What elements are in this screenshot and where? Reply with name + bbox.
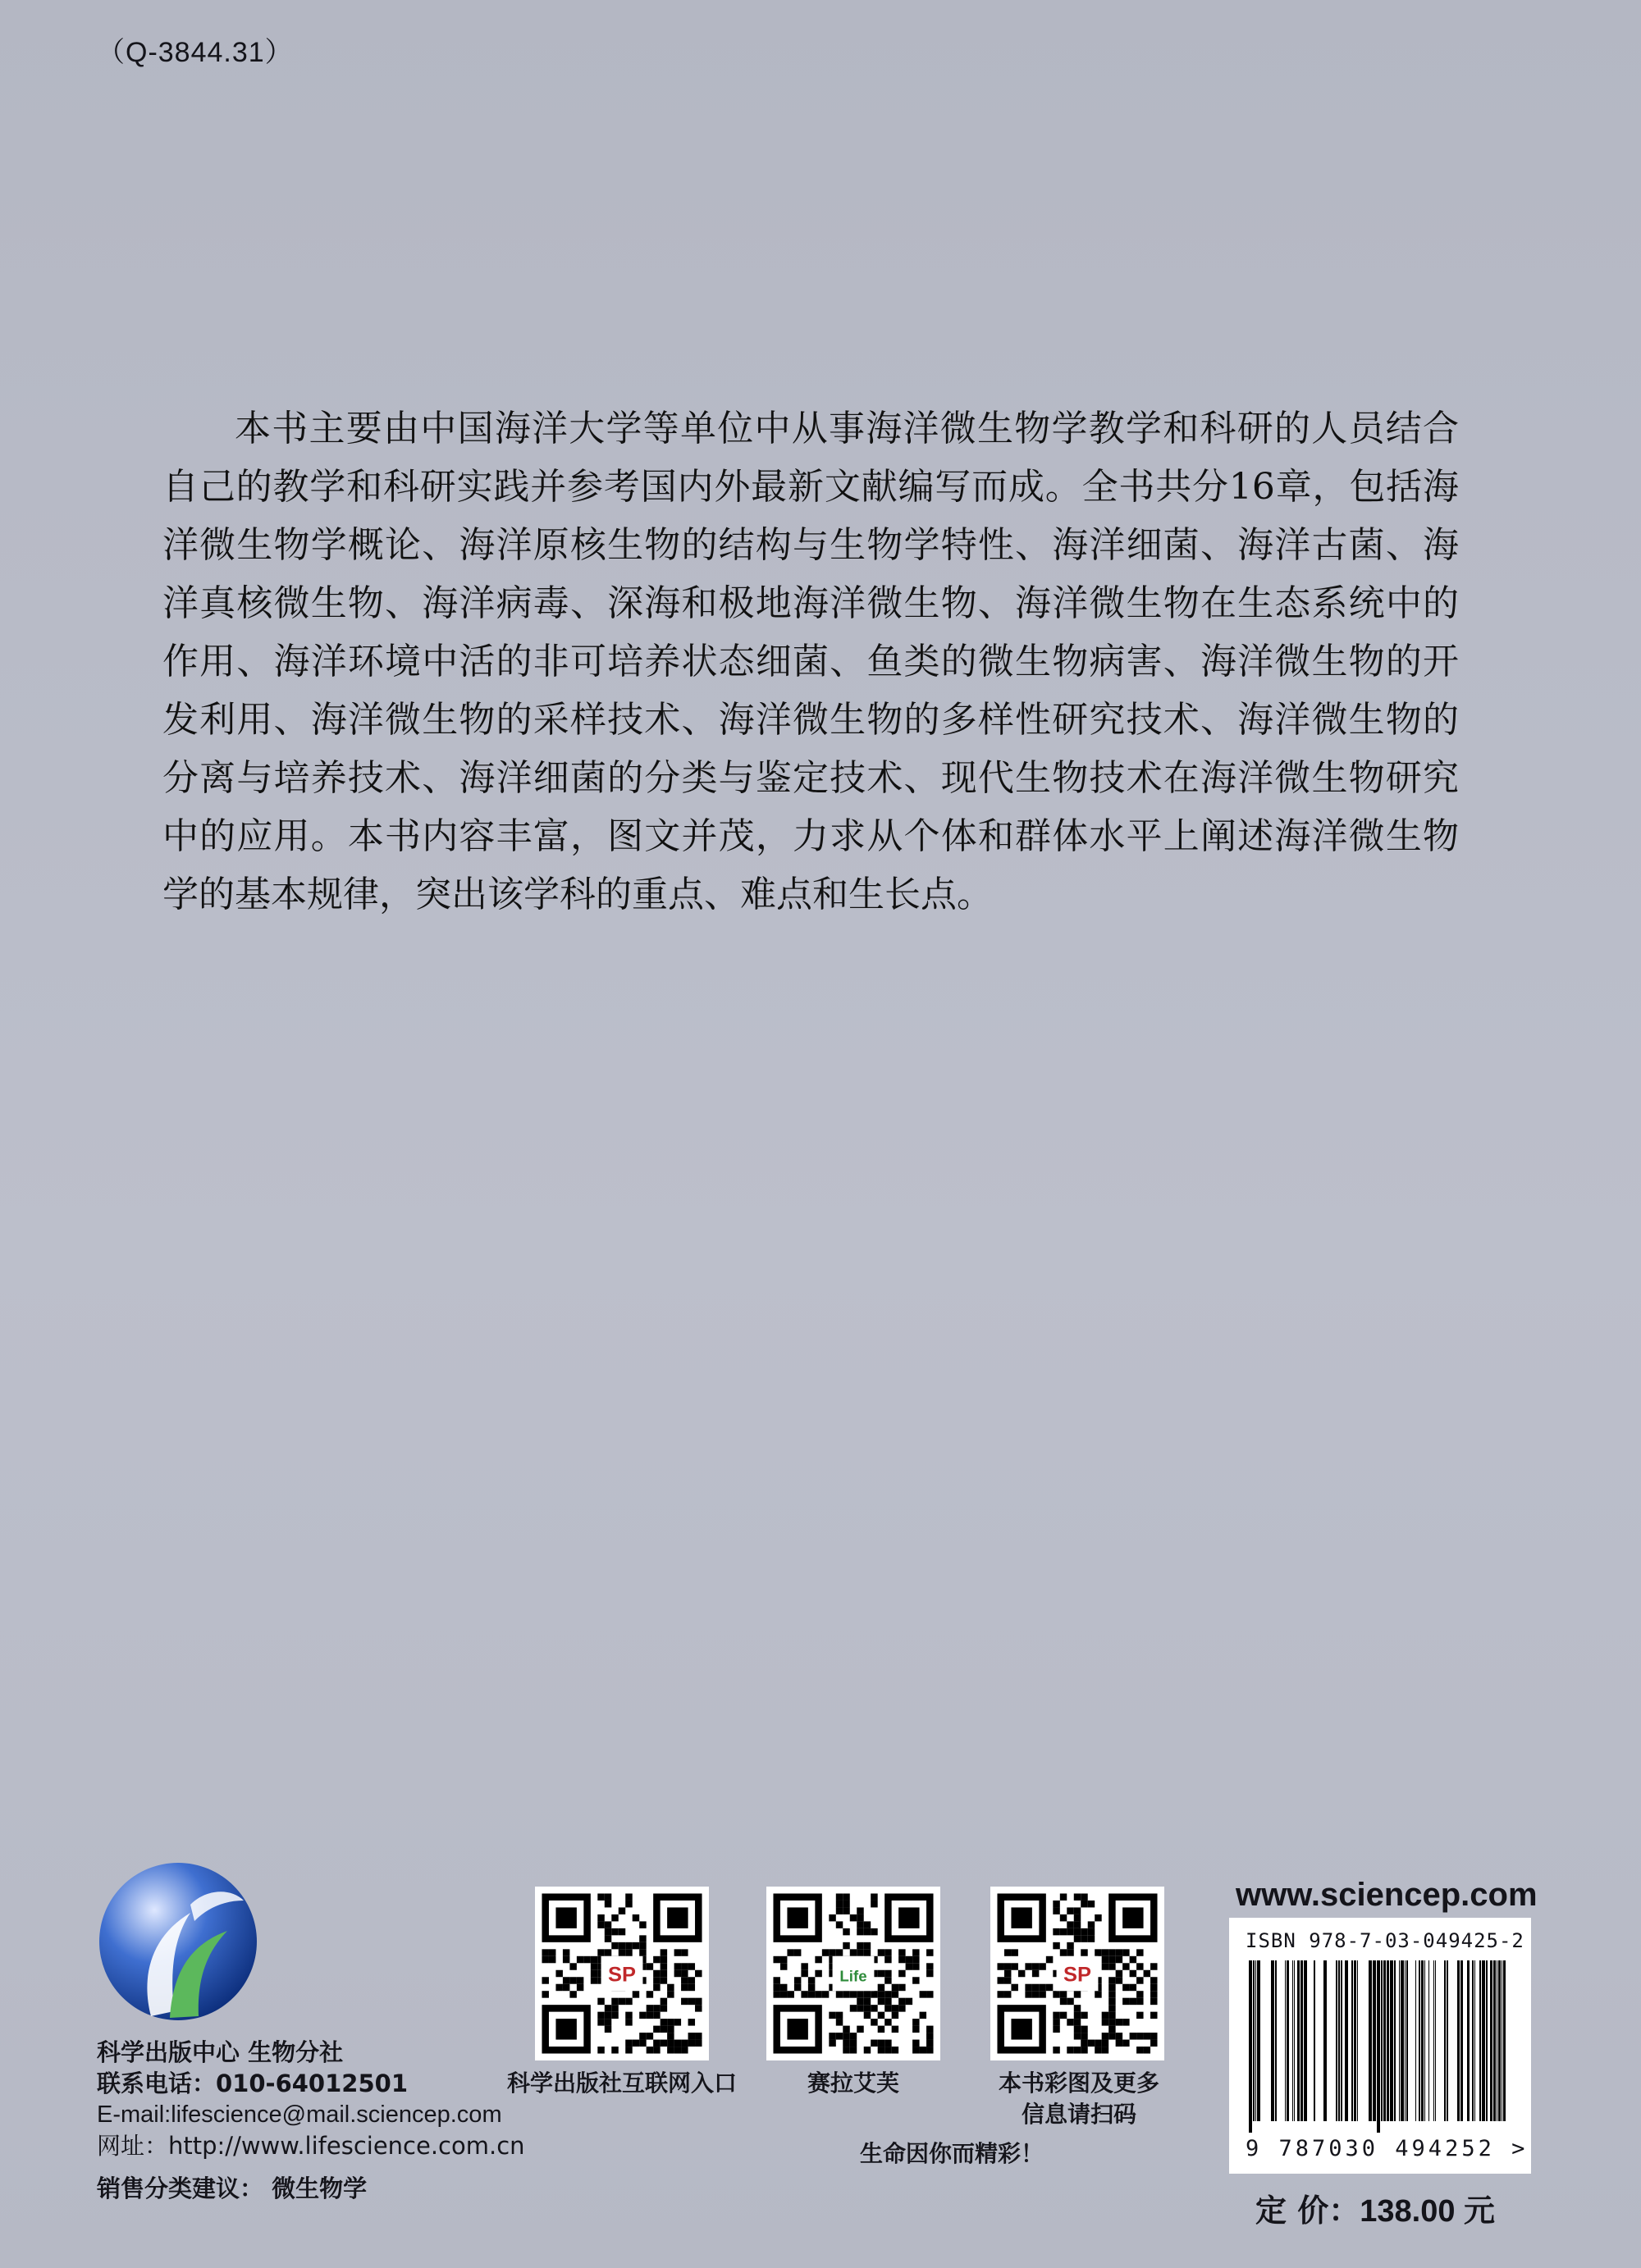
- qr-caption-color-figures: 本书彩图及更多: [998, 2069, 1159, 2097]
- publisher-site-url[interactable]: www.sciencep.com: [1236, 1877, 1538, 1913]
- publisher-website[interactable]: 网址：http://www.lifescience.com.cn: [97, 2132, 525, 2160]
- barcode-bars: [1246, 1960, 1515, 2133]
- qr-code-color-figures[interactable]: [990, 1887, 1164, 2060]
- qr-center-label: Life: [839, 1967, 867, 1985]
- price-value: 138.00 元: [1360, 2194, 1496, 2229]
- publisher-email[interactable]: E-mail:lifescience@mail.sciencep.com: [97, 2101, 502, 2128]
- book-code: （Q-3844.31）: [97, 37, 294, 68]
- qr-code-lifesci[interactable]: [766, 1887, 940, 2060]
- sales-category: 销售分类建议： 微生物学: [97, 2174, 368, 2202]
- qr-center-label: SP: [1063, 1963, 1091, 1987]
- qr-caption-color-figures-line2: 信息请扫码: [1021, 2101, 1136, 2128]
- book-description: 本书主要由中国海洋大学等单位中从事海洋微生物学教学和科研的人员结合自己的教学和科研实践并参考国内外最新文献编写而成。全书共分16章，包括海洋微生物学概论、海洋原核生物的结构与生物学特性、海洋细菌、海洋古菌、海洋真核微生物、海洋病毒、深海和极地海洋微生物、海洋微生物在生态系统中的作用、海洋环境中活的非可培养状态细菌、鱼类的微生物病害、海洋微生物的开发利用、海洋微生物的采样技术、海洋微生物的多样性研究技术、海洋微生物的分离与培养技术、海洋细菌的分类与鉴定技术、现代生物技术在海洋微生物研究中的应用。本书内容丰富，图文并茂，力求从个体和群体水平上阐述海洋微生物学的基本规律，突出该学科的重点、难点和生长点。: [162, 408, 1459, 915]
- isbn-number: ISBN 978-7-03-049425-2: [1246, 1929, 1524, 1952]
- slogan: 生命因你而精彩！: [859, 2140, 1044, 2167]
- price-label: 定 价：: [1255, 2193, 1360, 2229]
- publisher-phone: 联系电话：010-64012501: [97, 2069, 408, 2097]
- qr-caption-internet-entry: 科学出版社互联网入口: [506, 2069, 737, 2097]
- qr-code-internet-entry[interactable]: [535, 1887, 709, 2060]
- publisher-logo: [92, 1855, 264, 2028]
- isbn-barcode: [1229, 1918, 1531, 2174]
- price: [1255, 2185, 1495, 2230]
- ean-digits: 9 787030 494252 >: [1246, 2136, 1529, 2161]
- publisher-name: 科学出版中心 生物分社: [97, 2038, 344, 2066]
- qr-center-label: SP: [608, 1963, 636, 1987]
- qr-caption-lifesci: 赛拉艾芙: [807, 2069, 899, 2097]
